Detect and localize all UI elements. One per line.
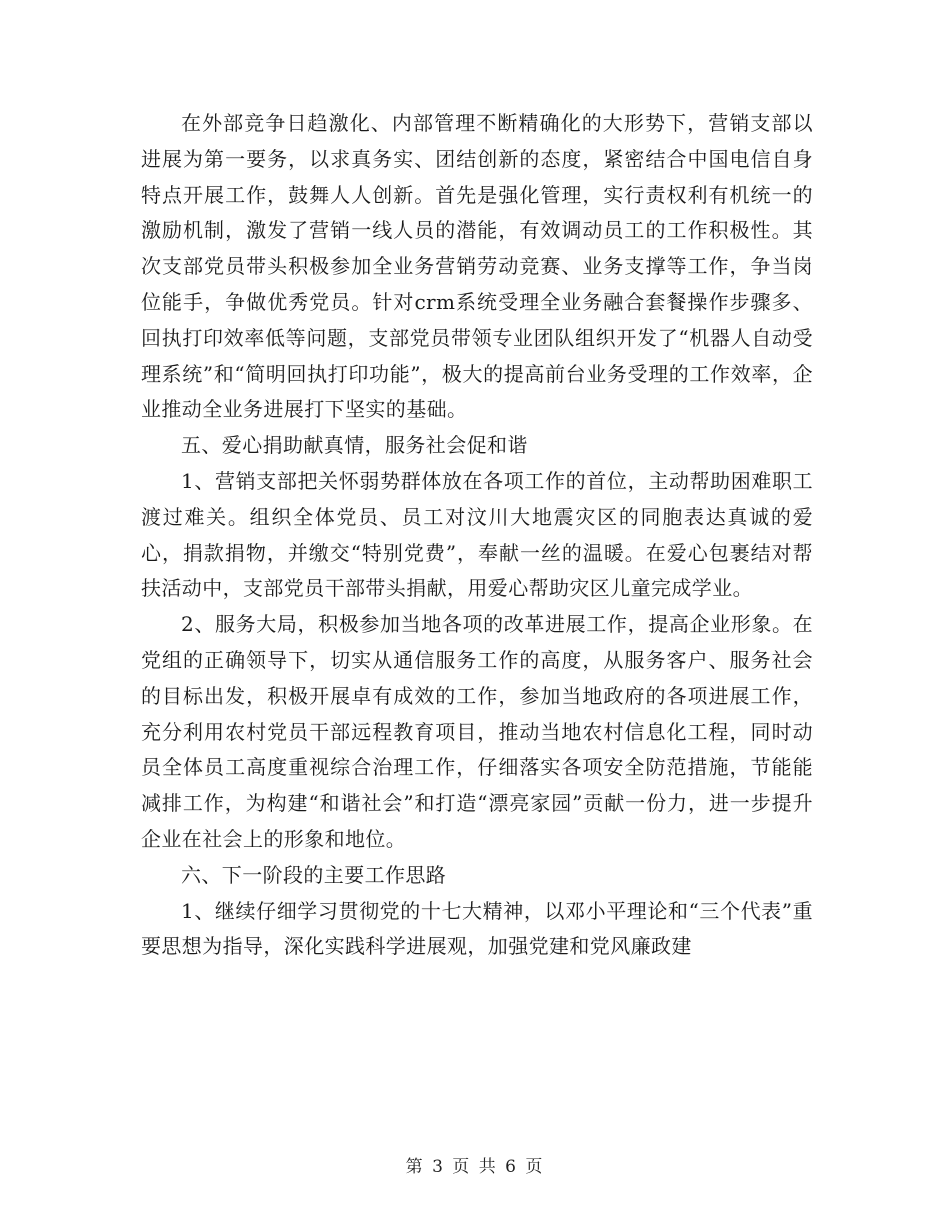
paragraph-marketing-branch: 在外部竞争日趋激化、内部管理不断精确化的大形势下，营销支部以进展为第一要务，以求真务实、团结创新的态度，紧密结合中国电信自身特点开展工作，鼓舞人人创新。首先是强化管理，实行责权利有机统一的激励机制，激发了营销一线人员的潜能，有效调动员工的工作积极性。其次支部党员带头积极参加全业务营销劳动竞赛、业务支撑等工作，争当岗位能手，争做优秀党员。针对crm系统受理全业务融合套餐操作步骤多、回执打印效率低等问题，支部党员带领专业团队组织开发了“机器人自动受理系统”和“简明回执打印功能”，极大的提高前台业务受理的工作效率，企业推动全业务进展打下坚实的基础。 (141, 111, 813, 422)
document-body (141, 106, 813, 965)
paragraph-serve-overall: 2、服务大局，积极参加当地各项的改革进展工作，提高企业形象。在党组的正确领导下，切实从通信服务工作的高度，从服务客户、服务社会的目标出发，积极开展卓有成效的工作，参加当地政府的各项进展工作，充分利用农村党员干部远程教育项目，推动当地农村信息化工程，同时动员全体员工高度重视综合治理工作，仔细落实各项安全防范措施，节能能减排工作，为构建“和谐社会”和打造“漂亮家园”贡献一份力，进一步提升企业在社会上的形象和地位。 (141, 612, 813, 851)
paragraph-caring-vulnerable: 1、营销支部把关怀弱势群体放在各项工作的首位，主动帮助困难职工渡过难关。组织全体党员、员工对汶川大地震灾区的同胞表达真诚的爱心，捐款捐物，并缴交“特别党费”，奉献一丝的温暖。在爱心包裹结对帮扶活动中，支部党员干部带头捐献，用爱心帮助灾区儿童完成学业。 (141, 468, 813, 601)
page-footer: 第 3 页 共 6 页 (405, 1157, 545, 1177)
paragraph-continue-study: 1、继续仔细学习贯彻党的十七大精神，以邓小平理论和“三个代表”重要思想为指导，深化实践科学进展观，加强党建和党风廉政建 (141, 898, 813, 959)
section-heading-six: 六、下一阶段的主要工作思路 (181, 862, 447, 887)
section-heading-five: 五、爱心捐助献真情，服务社会促和谐 (181, 433, 528, 458)
